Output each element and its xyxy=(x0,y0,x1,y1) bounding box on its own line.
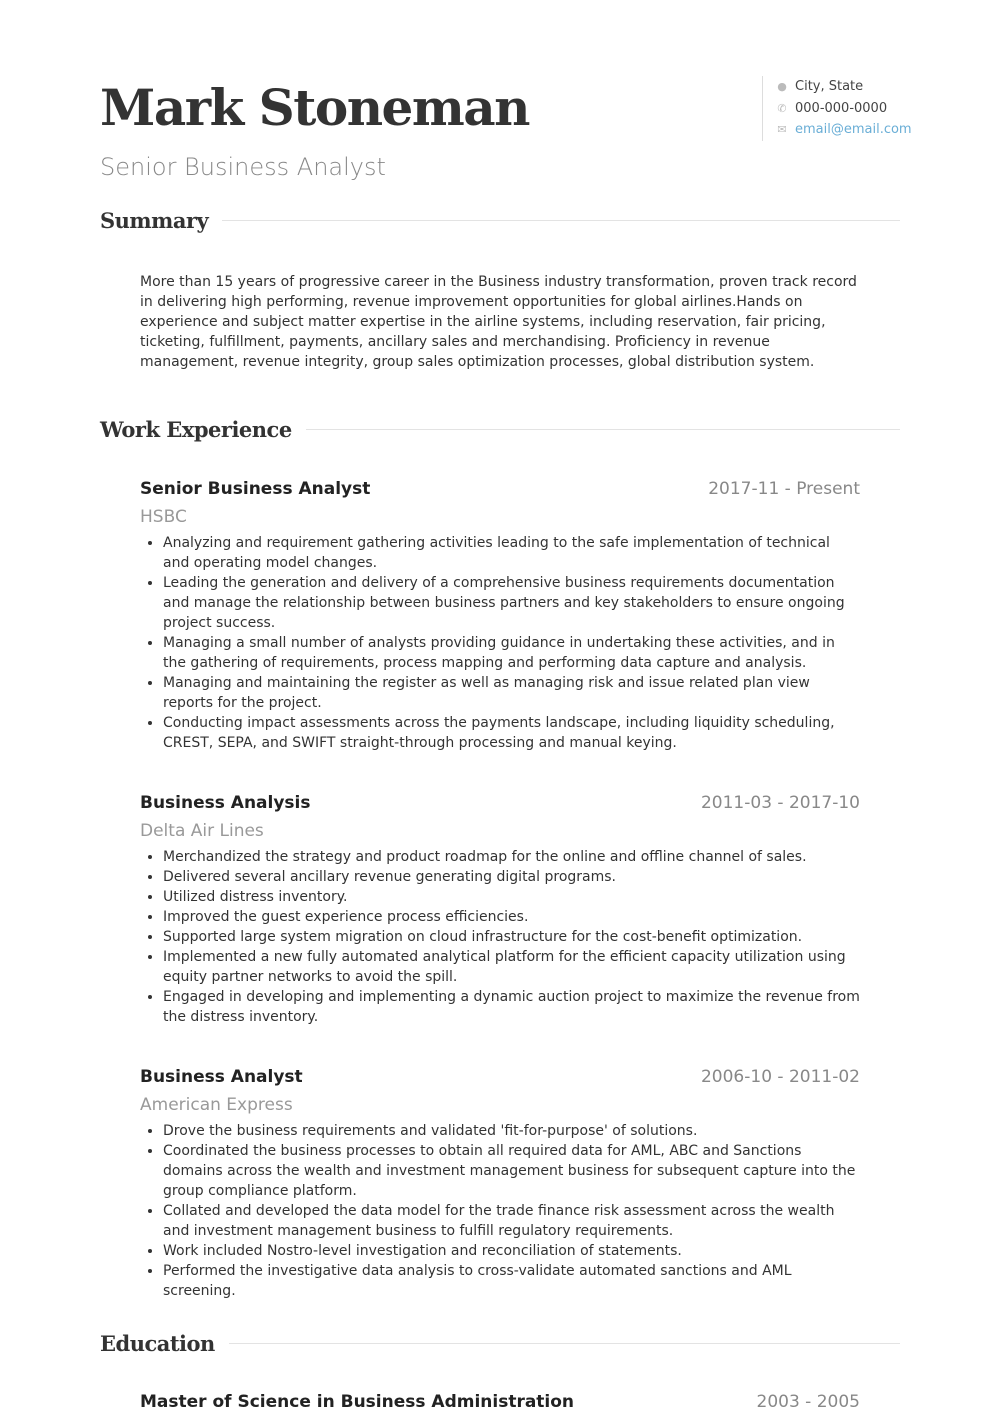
company-name: American Express xyxy=(140,1095,293,1115)
education-section-header xyxy=(100,1331,900,1356)
phone-text: 000-000-0000 xyxy=(795,100,888,116)
envelope-icon: ✉ xyxy=(777,123,787,136)
experience-section-header xyxy=(100,417,900,442)
job-bullet: • Utilized distress inventory. xyxy=(163,887,860,907)
location xyxy=(775,76,912,98)
candidate-name: Mark Stoneman xyxy=(100,78,530,137)
education-date: 2003 - 2005 xyxy=(756,1392,860,1412)
job-date: 2017-11 - Present xyxy=(708,479,860,499)
job-bullet: • Managing and maintaining the register as well as managing risk and issue related plan view reports for the project. xyxy=(163,673,860,713)
job-date: 2006-10 - 2011-02 xyxy=(700,1067,860,1087)
job-bullet: • Engaged in developing and implementing a dynamic auction project to maximize the revenue from the distress inventory. xyxy=(163,987,860,1027)
email[interactable] xyxy=(775,119,912,141)
divider xyxy=(229,1343,900,1344)
job-title: Business Analyst xyxy=(140,1067,303,1087)
job-bullet: • Improved the guest experience process efficiencies. xyxy=(163,907,860,927)
job-date: 2011-03 - 2017-10 xyxy=(700,793,860,813)
candidate-role: Senior Business Analyst xyxy=(100,153,386,181)
job-bullets xyxy=(140,533,860,753)
section-title: Work Experience xyxy=(100,417,292,442)
job-bullet: • Implemented a new fully automated analytical platform for the efficient capacity utilization using equity partner networks to avoid the spill. xyxy=(163,947,860,987)
job-bullet: • Work included Nostro-level investigation and reconciliation of statements. xyxy=(163,1241,860,1261)
contact-block xyxy=(762,76,912,141)
summary-section-header xyxy=(100,208,900,233)
job-title: Business Analysis xyxy=(140,793,311,813)
job-bullet: • Analyzing and requirement gathering activities leading to the safe implementation of technical and operating model changes. xyxy=(163,533,860,573)
map-pin-icon: ● xyxy=(777,80,787,93)
job-bullet: • Coordinated the business processes to obtain all required data for AML, ABC and Sanctions domains across the wealth and investment management business for subsequent capture into the group compliance platform. xyxy=(163,1141,860,1201)
job-bullets xyxy=(140,847,860,1027)
divider xyxy=(306,429,900,430)
job-entry xyxy=(140,1067,860,1301)
email-link[interactable]: email@email.com xyxy=(795,122,912,137)
job-bullet: • Performed the investigative data analysis to cross-validate automated sanctions and AML screening. xyxy=(163,1261,860,1301)
company-name: HSBC xyxy=(140,507,187,527)
job-bullet: • Leading the generation and delivery of a comprehensive business requirements documentation and manage the relationship between business partners and key stakeholders to ensure ongoing project success. xyxy=(163,573,860,633)
job-bullet: • Drove the business requirements and validated 'fit-for-purpose' of solutions. xyxy=(163,1121,860,1141)
job-bullet: • Merchandized the strategy and product roadmap for the online and offline channel of sales. xyxy=(163,847,860,867)
job-bullet: • Managing a small number of analysts providing guidance in undertaking these activities, and in the gathering of requirements, process mapping and performing data capture and analysis. xyxy=(163,633,860,673)
job-bullet: • Conducting impact assessments across the payments landscape, including liquidity scheduling, CREST, SEPA, and SWIFT straight-through processing and manual keying. xyxy=(163,713,860,753)
job-bullet: • Delivered several ancillary revenue generating digital programs. xyxy=(163,867,860,887)
job-title: Senior Business Analyst xyxy=(140,479,371,499)
phone xyxy=(775,98,912,120)
company-name: Delta Air Lines xyxy=(140,821,264,841)
phone-icon: ✆ xyxy=(777,101,787,115)
job-entry xyxy=(140,793,860,1027)
divider xyxy=(222,220,900,221)
job-bullet: • Collated and developed the data model for the trade finance risk assessment across the wealth and investment management business to fulfill regulatory requirements. xyxy=(163,1201,860,1241)
summary-text: More than 15 years of progressive career in the Business industry transformation, proven track record in delivering high performing, revenue improvement opportunities for global airlines.Hands on experience and subject matter expertise in the airline systems, including reservation, fair pricing, ticketing, fulfillment, payments, ancillary sales and merchandising. Proficiency in revenue management, revenue integrity, group sales optimization processes, global distribution system. xyxy=(140,274,857,370)
location-text: City, State xyxy=(795,79,864,94)
job-bullets xyxy=(140,1121,860,1301)
section-title: Summary xyxy=(100,208,209,233)
section-title: Education xyxy=(100,1331,215,1356)
education-entry xyxy=(140,1392,860,1412)
job-entry xyxy=(140,479,860,753)
job-bullet: • Supported large system migration on cloud infrastructure for the cost-benefit optimization. xyxy=(163,927,860,947)
degree-title: Master of Science in Business Administration xyxy=(140,1392,575,1412)
